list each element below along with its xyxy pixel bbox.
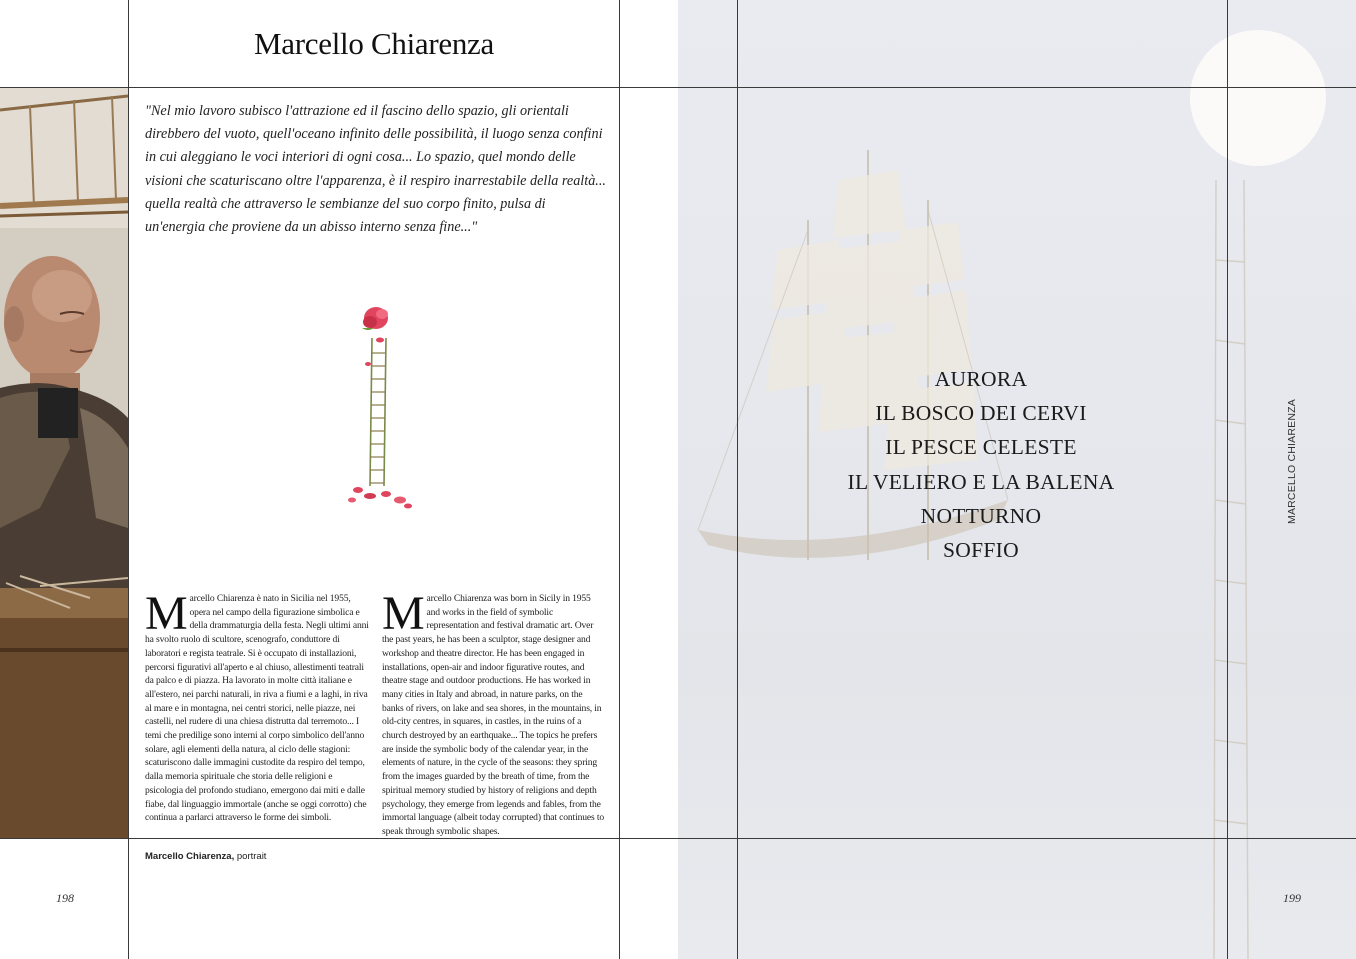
work-title: IL BOSCO DEI CERVI [875, 401, 1087, 426]
artist-quote: "Nel mio lavoro subisco l'attrazione ed il fascino dello spazio, gli orientali direbbero del vuoto, quell'oceano infinito delle possibilità, il luogo senza confini in cui aleggiano le voci interiori di ogni cosa... Lo spazio, quel mondo delle visioni che scaturiscano oltre l'apparenza, è il respiro inarrestabile della realtà... quella realtà che attraverso le sembianze del suo corpo finito, pulsa di un'energia che proviene da un abisso interno senza fine..." [145, 103, 606, 236]
work-title: NOTTURNO [920, 503, 1042, 528]
header-rule [0, 87, 1356, 88]
italian-biography [145, 587, 369, 825]
italian-text: arcello Chiarenza è nato in Sicilia nel 1955, opera nel campo della figurazione simbolica e della drammaturgia della festa. Negli ultimi anni ha svolto ruolo di scultore, scenografo, conduttore di laboratori e regista teatrale. Si è occupato di installazioni, percorsi figurativi all'aperto e al chiuso, allestimenti teatrali da palco e di piazza. Ha lavorato in molte città italiane e all'estero, nei parchi naturali, in riva a fiumi e a laghi, in riva al mare e in montagna, nei centri storici, nelle piazze, nei castelli, nel rudere di una chiesa distrutta dal terremoto... I temi che predilige sono interni al corpo simbolico dell'anno solare, agli elementi della natura, al ciclo delle stagioni: scaturiscono dalle immagini custodite da respiro del tempo, dalla memoria spirituale che storia delle religioni e psicologia del profondo studiano, emergono dai miti e dalle fiabe, dal linguaggio immortale (anche se oggi corrotto) che continua a parlarci attraverso le forme dei simboli. [145, 593, 369, 824]
english-dropcap: M [382, 587, 425, 640]
caption-name: Marcello Chiarenza, [145, 851, 235, 862]
column-rule [128, 0, 129, 959]
caption-rest: portrait [234, 851, 267, 862]
rose-ladder-illustration [340, 298, 420, 516]
column-rule [1227, 0, 1228, 959]
english-text: arcello Chiarenza was born in Sicily in 1955 and works in the field of symbolic representation and festival dramatic art. Over the past years, he has been a sculptor, stage designer and workshop and theatre director. He has been engaged in installations, open-air and indoor figurative routes, and theatre stage and outdoor productions. He has worked in many cities in Italy and abroad, in nature parks, on the banks of rivers, on lake and sea shores, in the mountains, in old-city centres, in squares, in castles, in the ruins of a church destroyed by an earthquake... The topics he prefers are inside the symbolic body of the calendar year, in the elements of nature, in the cycle of the seasons: they spring from the images guarded by the breath of time, from the spiritual memory studied by history of religions and depth psychology, they emerge from legends and fables, from the immortal language (albeit today corrupted) that continues to speak through symbolic shapes. [382, 593, 604, 837]
right-page [678, 0, 1356, 959]
english-biography [382, 587, 606, 839]
page-title: Marcello Chiarenza [254, 26, 494, 61]
page-number-right: 199 [1283, 891, 1301, 905]
running-head [1286, 400, 1300, 524]
column-rule [737, 0, 738, 959]
column-rule [619, 0, 620, 959]
works-list [808, 362, 1154, 567]
work-title: AURORA [934, 367, 1028, 391]
running-head-text: MARCELLO CHIARENZA [1286, 399, 1298, 524]
footer-rule [0, 838, 1356, 839]
portrait-photo [0, 88, 128, 838]
work-title: SOFFIO [943, 538, 1019, 563]
italian-dropcap: M [145, 587, 188, 640]
work-title: IL PESCE CELESTE [885, 435, 1077, 460]
work-title: IL VELIERO E LA BALENA [847, 469, 1115, 494]
photo-caption [145, 851, 266, 862]
page-number-left: 198 [56, 891, 74, 905]
